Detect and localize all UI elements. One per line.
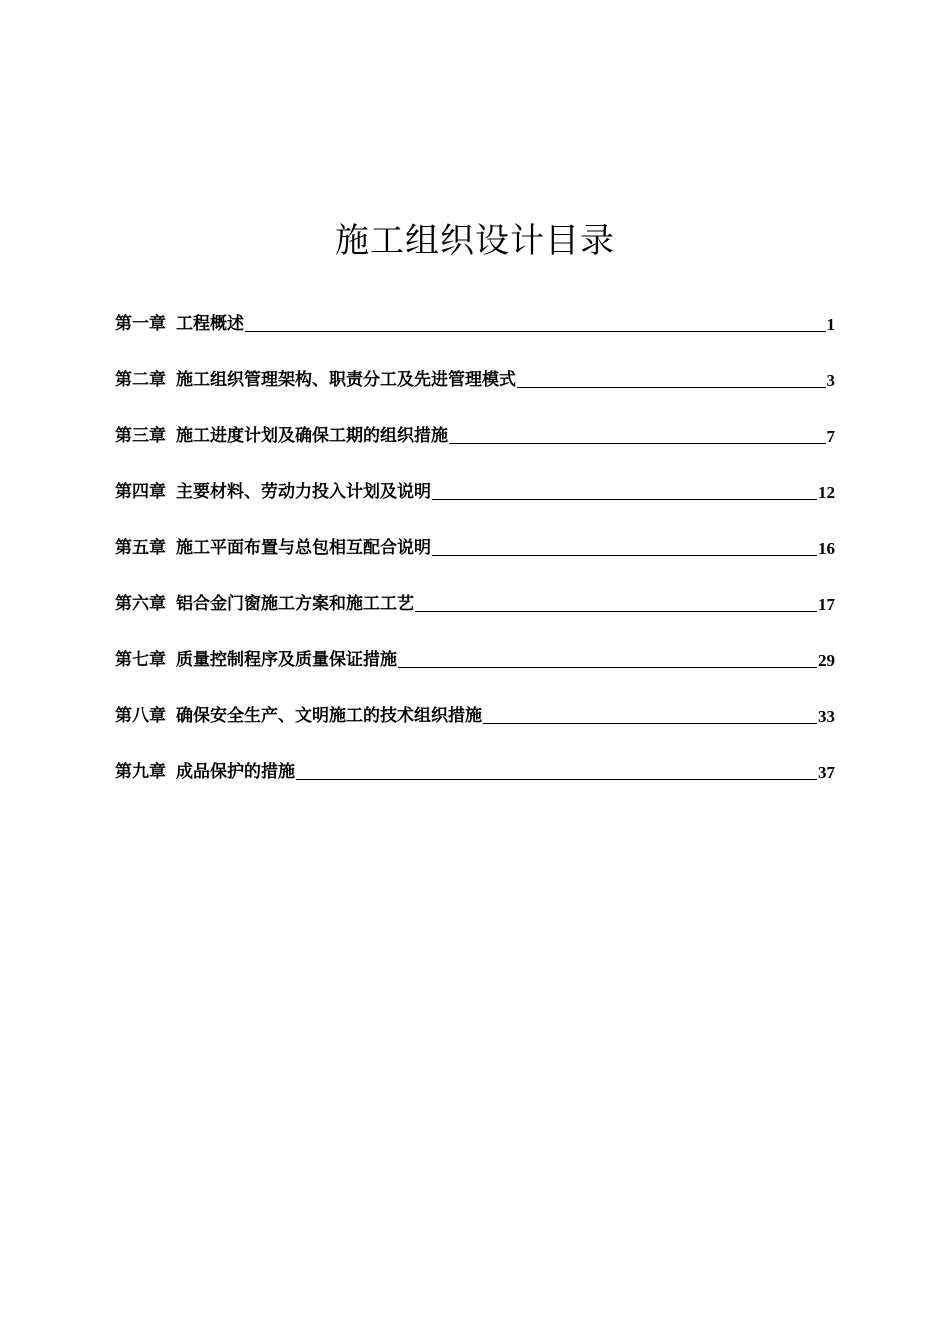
toc-entry[interactable]	[115, 369, 835, 392]
toc-chapter-title: 铝合金门窗施工方案和施工工艺	[176, 594, 414, 614]
table-of-contents	[115, 313, 835, 817]
toc-leader-line	[398, 667, 817, 668]
toc-chapter-number: 第八章	[115, 706, 166, 726]
toc-entry[interactable]	[115, 313, 835, 336]
toc-chapter-title: 成品保护的措施	[176, 762, 295, 782]
toc-chapter-number: 第三章	[115, 426, 166, 446]
toc-chapter-title: 质量控制程序及质量保证措施	[176, 650, 397, 670]
toc-leader-line	[449, 443, 826, 444]
toc-chapter-number: 第七章	[115, 650, 166, 670]
toc-leader-line	[432, 499, 817, 500]
toc-page-number: 37	[818, 763, 835, 782]
toc-page-number: 3	[826, 371, 835, 390]
toc-chapter-title: 主要材料、劳动力投入计划及说明	[176, 482, 431, 502]
document-title: 施工组织设计目录	[335, 221, 615, 261]
toc-chapter-number: 第六章	[115, 594, 166, 614]
toc-leader-line	[483, 723, 817, 724]
toc-entry[interactable]	[115, 481, 835, 504]
toc-leader-line	[432, 555, 817, 556]
toc-leader-line	[296, 779, 817, 780]
toc-page-number: 33	[818, 707, 835, 726]
toc-chapter-number: 第四章	[115, 482, 166, 502]
toc-chapter-number: 第五章	[115, 538, 166, 558]
toc-chapter-number: 第九章	[115, 762, 166, 782]
toc-page-number: 1	[826, 315, 835, 334]
toc-entry[interactable]	[115, 425, 835, 448]
toc-entry[interactable]	[115, 705, 835, 728]
toc-page-number: 7	[826, 427, 835, 446]
toc-chapter-title: 工程概述	[176, 314, 244, 334]
toc-page-number: 12	[818, 483, 835, 502]
toc-chapter-number: 第一章	[115, 314, 166, 334]
toc-page-number: 16	[818, 539, 835, 558]
toc-leader-line	[245, 331, 826, 332]
toc-entry[interactable]	[115, 649, 835, 672]
toc-chapter-title: 施工进度计划及确保工期的组织措施	[176, 426, 448, 446]
toc-entry[interactable]	[115, 537, 835, 560]
toc-page-number: 17	[818, 595, 835, 614]
toc-page-number: 29	[818, 651, 835, 670]
toc-leader-line	[517, 387, 826, 388]
toc-chapter-title: 施工平面布置与总包相互配合说明	[176, 538, 431, 558]
toc-entry[interactable]	[115, 761, 835, 784]
toc-entry[interactable]	[115, 593, 835, 616]
toc-chapter-title: 确保安全生产、文明施工的技术组织措施	[176, 706, 482, 726]
toc-chapter-number: 第二章	[115, 370, 166, 390]
toc-leader-line	[415, 611, 817, 612]
toc-chapter-title: 施工组织管理架构、职责分工及先进管理模式	[176, 370, 516, 390]
